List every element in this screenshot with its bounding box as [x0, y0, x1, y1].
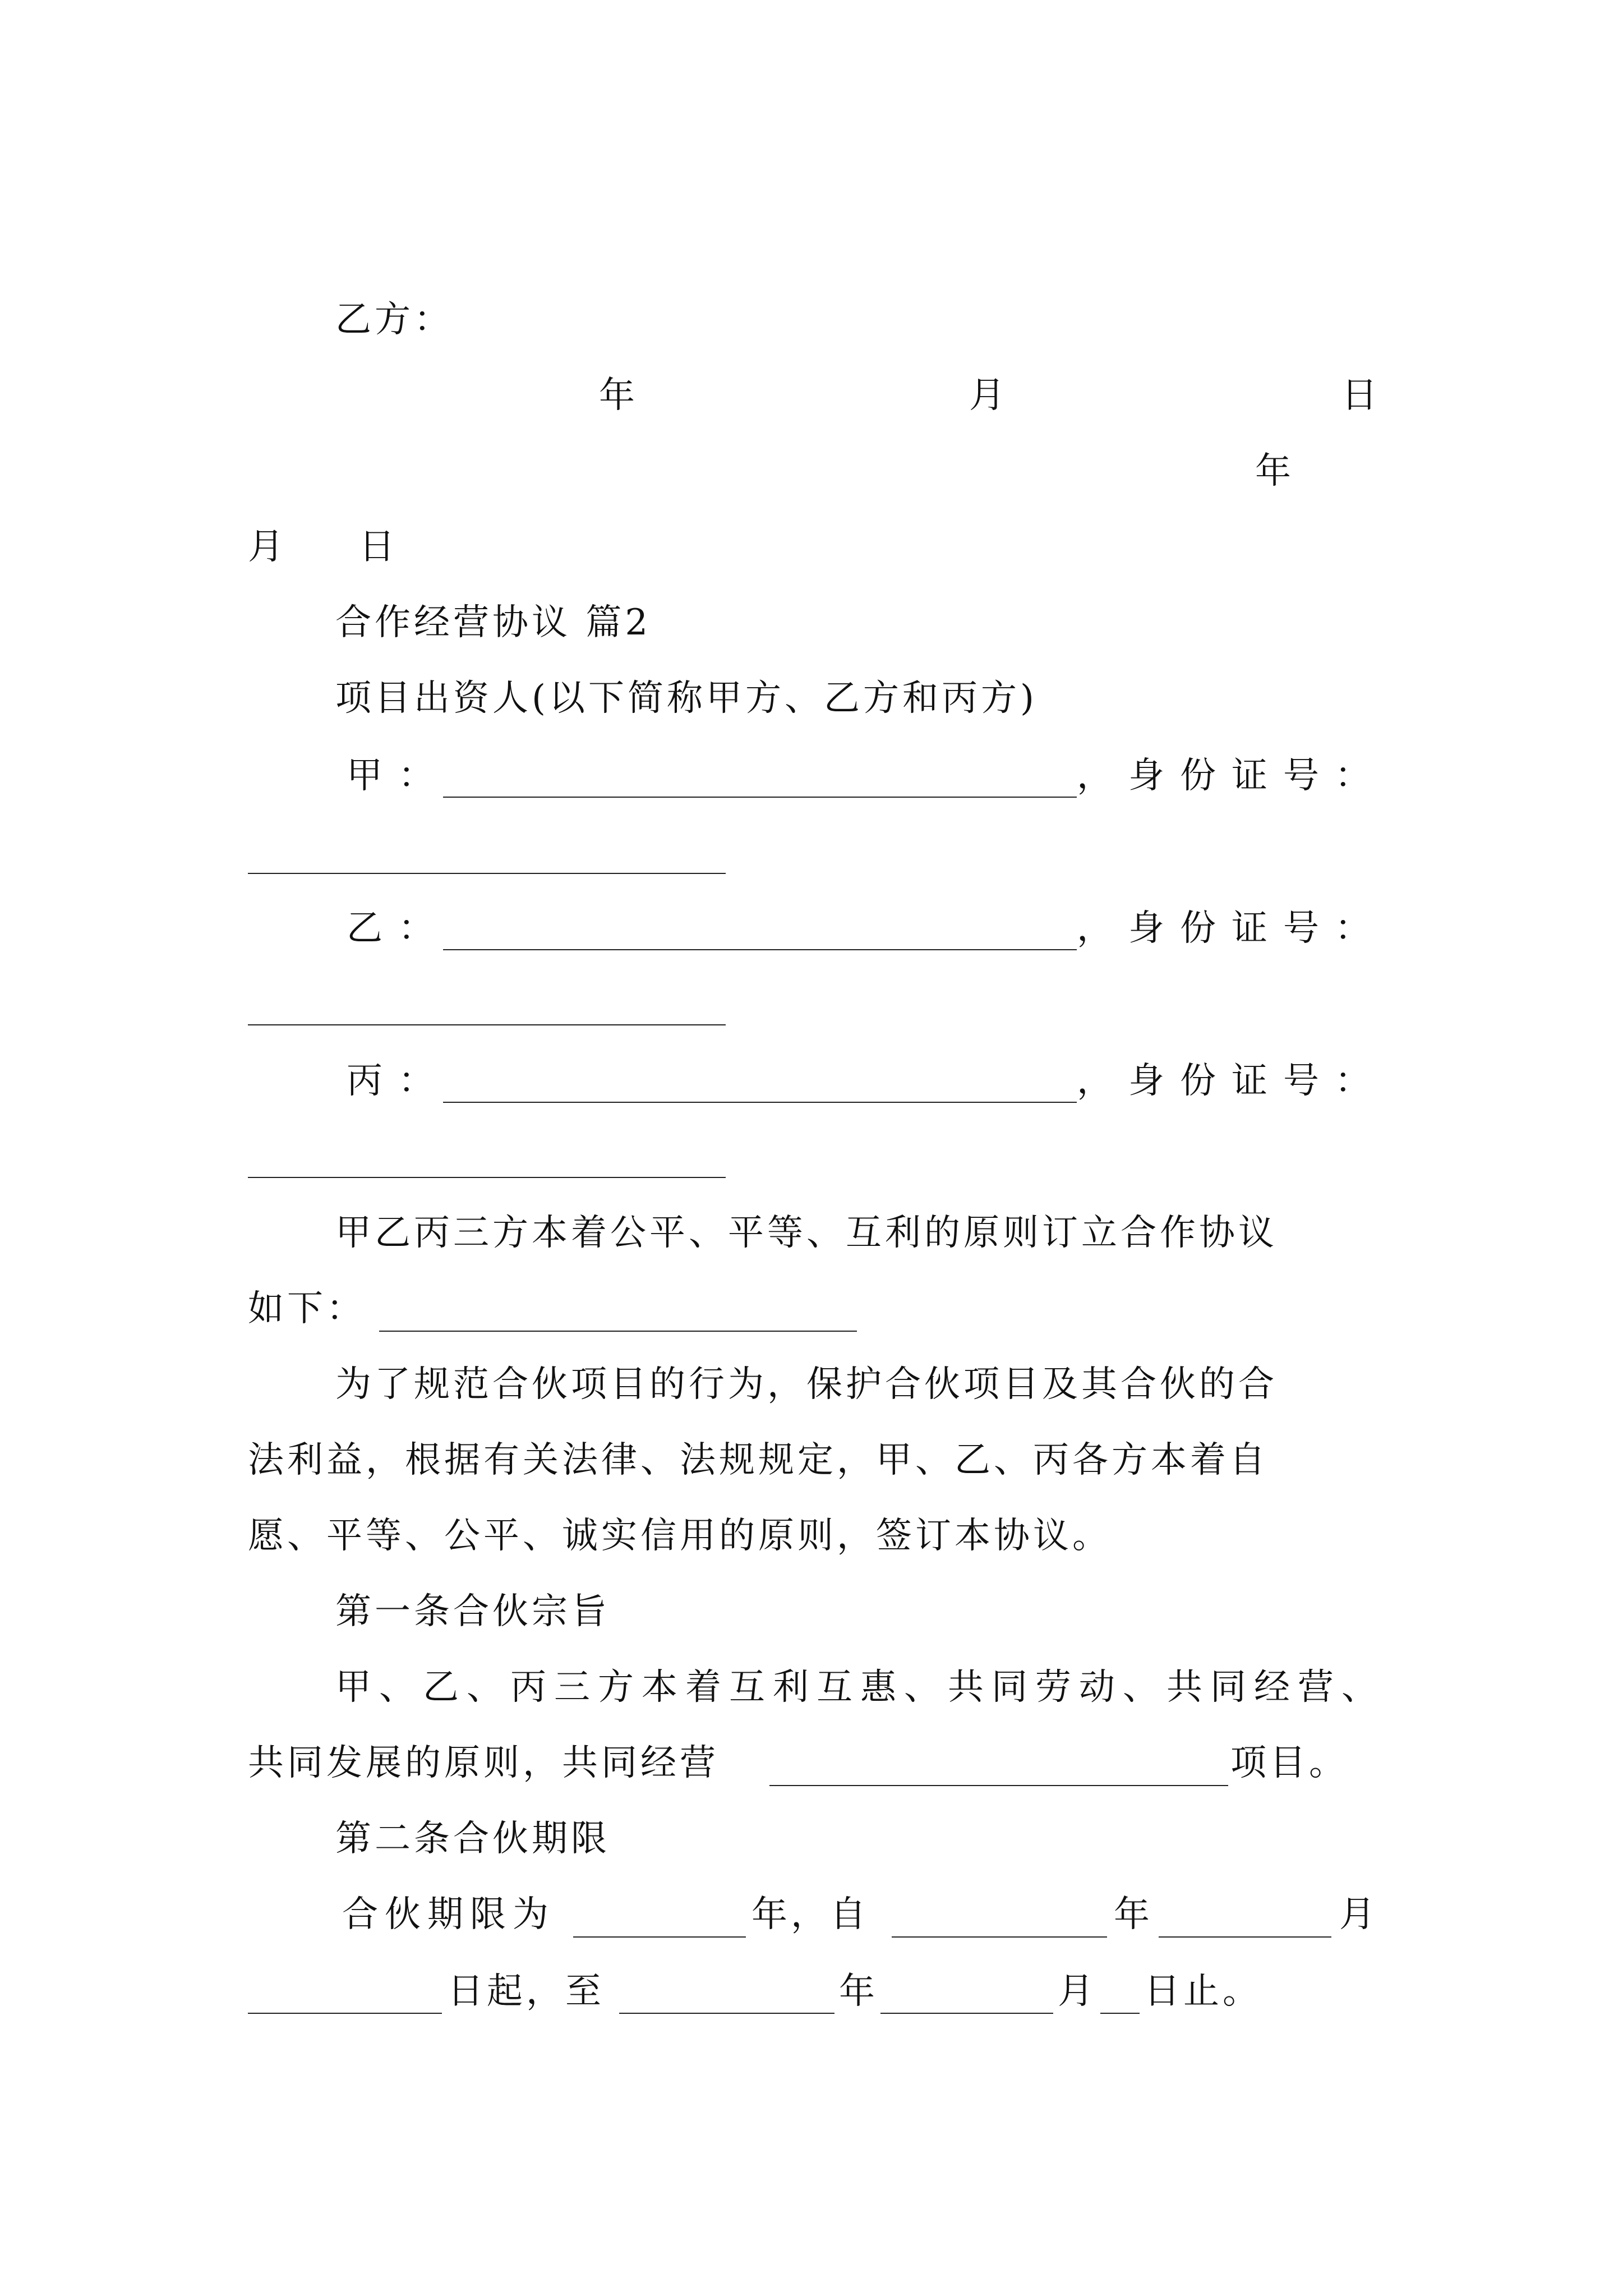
- to-label: 日起，至: [448, 1971, 605, 2012]
- purpose-line-1: 为了规范合伙项目的行为，保护合伙项目及其合伙的合: [335, 1364, 1278, 1405]
- investors-line: 项目出资人(以下简称甲方、乙方和丙方): [335, 678, 1038, 719]
- party-yi-name-blank: [443, 949, 1077, 950]
- party-yi-id-blank: [248, 1024, 726, 1025]
- party-jia-name-blank: [443, 797, 1077, 798]
- date-day-1: 日: [1341, 375, 1381, 416]
- date-year-1: 年: [599, 375, 638, 416]
- start-day-blank: [248, 2013, 442, 2014]
- end-year-unit: 年: [839, 1971, 878, 2012]
- purpose-line-3: 愿、平等、公平、诚实信用的原则，签订本协议。: [248, 1515, 1112, 1557]
- intro-line-2: 如下：: [248, 1288, 366, 1329]
- end-day-blank: [1100, 2013, 1140, 2014]
- date-month-2: 月: [248, 526, 287, 568]
- party-yi-id-label: ，身份证号：: [1077, 908, 1386, 949]
- party-jia-label: 甲：: [347, 755, 450, 797]
- party-bing-label: 丙：: [347, 1060, 450, 1102]
- end-month-unit: 月: [1058, 1971, 1097, 2012]
- date-year-2: 年: [1255, 450, 1294, 492]
- party-b-label: 乙方：: [335, 299, 453, 341]
- end-month-blank: [880, 2013, 1053, 2014]
- party-yi-label: 乙：: [347, 908, 450, 949]
- start-month-unit: 月: [1339, 1894, 1378, 1935]
- purpose-line-2: 法利益，根据有关法律、法规规定，甲、乙、丙各方本着自: [248, 1439, 1269, 1481]
- party-bing-id-label: ，身份证号：: [1077, 1060, 1386, 1102]
- agreement-title: 合作经营协议 篇2: [335, 602, 652, 643]
- term-label: 合伙期限为: [342, 1894, 555, 1935]
- intro-blank: [379, 1331, 857, 1332]
- term-years-blank: [573, 1936, 746, 1938]
- article-1-title: 第一条合伙宗旨: [335, 1591, 610, 1632]
- date-day-2: 日: [359, 526, 398, 568]
- end-year-blank: [619, 2013, 834, 2014]
- end-day-unit: 日止。: [1144, 1971, 1262, 2012]
- start-year-blank: [892, 1936, 1107, 1938]
- start-year-unit: 年: [1114, 1894, 1153, 1935]
- date-month-1: 月: [969, 375, 1008, 416]
- intro-line-1: 甲乙丙三方本着公平、平等、互利的原则订立合作协议: [335, 1212, 1278, 1254]
- project-name-blank: [769, 1785, 1228, 1786]
- article-1-line-1: 甲、乙、丙三方本着互利互惠、共同劳动、共同经营、: [335, 1667, 1385, 1708]
- start-month-blank: [1159, 1936, 1331, 1938]
- article-1-line-2b: 项目。: [1230, 1742, 1348, 1784]
- party-bing-id-blank: [248, 1177, 726, 1178]
- party-jia-id-label: ，身份证号：: [1077, 755, 1386, 797]
- term-from-label: 年，自: [751, 1894, 869, 1935]
- party-bing-name-blank: [443, 1102, 1077, 1103]
- article-1-line-2a: 共同发展的原则，共同经营: [248, 1742, 719, 1784]
- party-jia-id-blank: [248, 873, 726, 874]
- article-2-title: 第二条合伙期限: [335, 1818, 610, 1860]
